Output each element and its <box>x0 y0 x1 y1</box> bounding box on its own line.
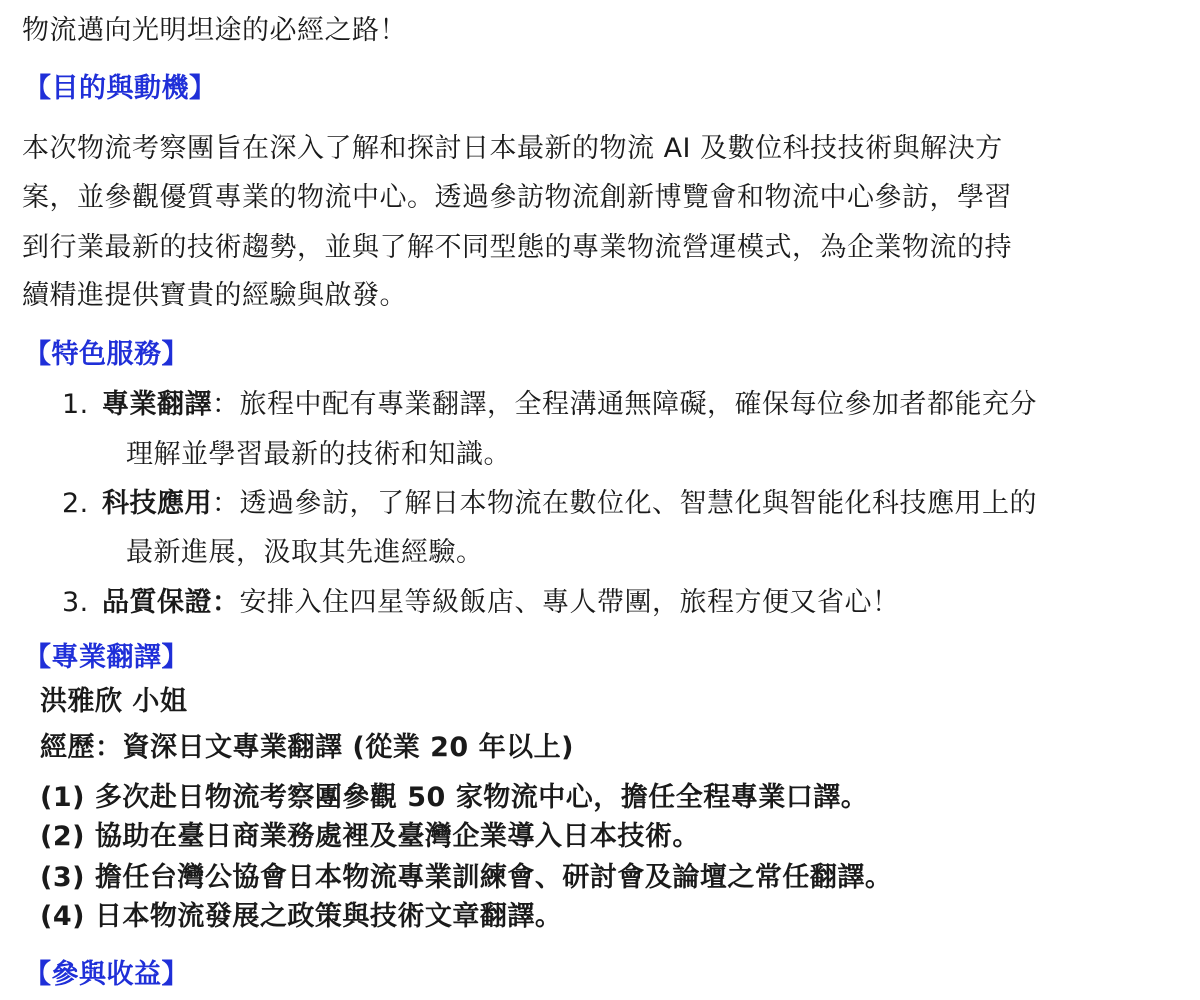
feature-item-number: 3. <box>62 587 89 618</box>
translator-point-4: (4) 日本物流發展之政策與技術文章翻譯。 <box>40 901 563 932</box>
purpose-line-4: 續精進提供寶貴的經驗與啟發。 <box>22 280 407 311</box>
feature-item-term: 品質保證： <box>102 587 240 618</box>
feature-item-3 <box>62 585 900 621</box>
intro-tail-text: 物流邁向光明坦途的必經之路！ <box>22 15 407 46</box>
feature-item-term: 科技應用 <box>102 488 212 519</box>
translator-name: 洪雅欣 小姐 <box>40 686 188 717</box>
purpose-line-2: 案，並參觀優質專業的物流中心。透過參訪物流創新博覽會和物流中心參訪，學習 <box>22 182 1012 213</box>
purpose-line-1: 本次物流考察團旨在深入了解和探討日本最新的物流 AI 及數位科技技術與解決方 <box>22 133 1003 164</box>
purpose-heading: 【目的與動機】 <box>24 73 217 104</box>
translator-point-3: (3) 擔任台灣公協會日本物流專業訓練會、研討會及論壇之常任翻譯。 <box>40 862 893 893</box>
feature-item-text: ：旅程中配有專業翻譯，全程溝通無障礙，確保每位參加者都能充分 <box>212 389 1037 420</box>
feature-item-1-continuation: 理解並學習最新的技術和知識。 <box>126 439 511 470</box>
translator-heading: 【專業翻譯】 <box>24 642 189 673</box>
feature-item-2-continuation: 最新進展，汲取其先進經驗。 <box>126 537 484 568</box>
translator-experience: 經歷：資深日文專業翻譯 (從業 20 年以上) <box>40 732 574 763</box>
feature-item-term: 專業翻譯 <box>102 389 212 420</box>
feature-item-number: 1. <box>62 389 89 420</box>
feature-item-text: 安排入住四星等級飯店、專人帶團，旅程方便又省心！ <box>239 587 900 618</box>
features-heading: 【特色服務】 <box>24 339 189 370</box>
feature-item-1 <box>62 387 1037 423</box>
translator-point-1: (1) 多次赴日物流考察團參觀 50 家物流中心，擔任全程專業口譯。 <box>40 782 869 813</box>
purpose-line-3: 到行業最新的技術趨勢，並與了解不同型態的專業物流營運模式，為企業物流的持 <box>22 232 1012 263</box>
feature-item-number: 2. <box>62 488 89 519</box>
feature-item-text: ：透過參訪，了解日本物流在數位化、智慧化與智能化科技應用上的 <box>212 488 1037 519</box>
feature-item-2 <box>62 486 1037 522</box>
translator-point-2: (2) 協助在臺日商業務處裡及臺灣企業導入日本技術。 <box>40 821 700 852</box>
benefits-heading: 【參與收益】 <box>24 959 189 990</box>
